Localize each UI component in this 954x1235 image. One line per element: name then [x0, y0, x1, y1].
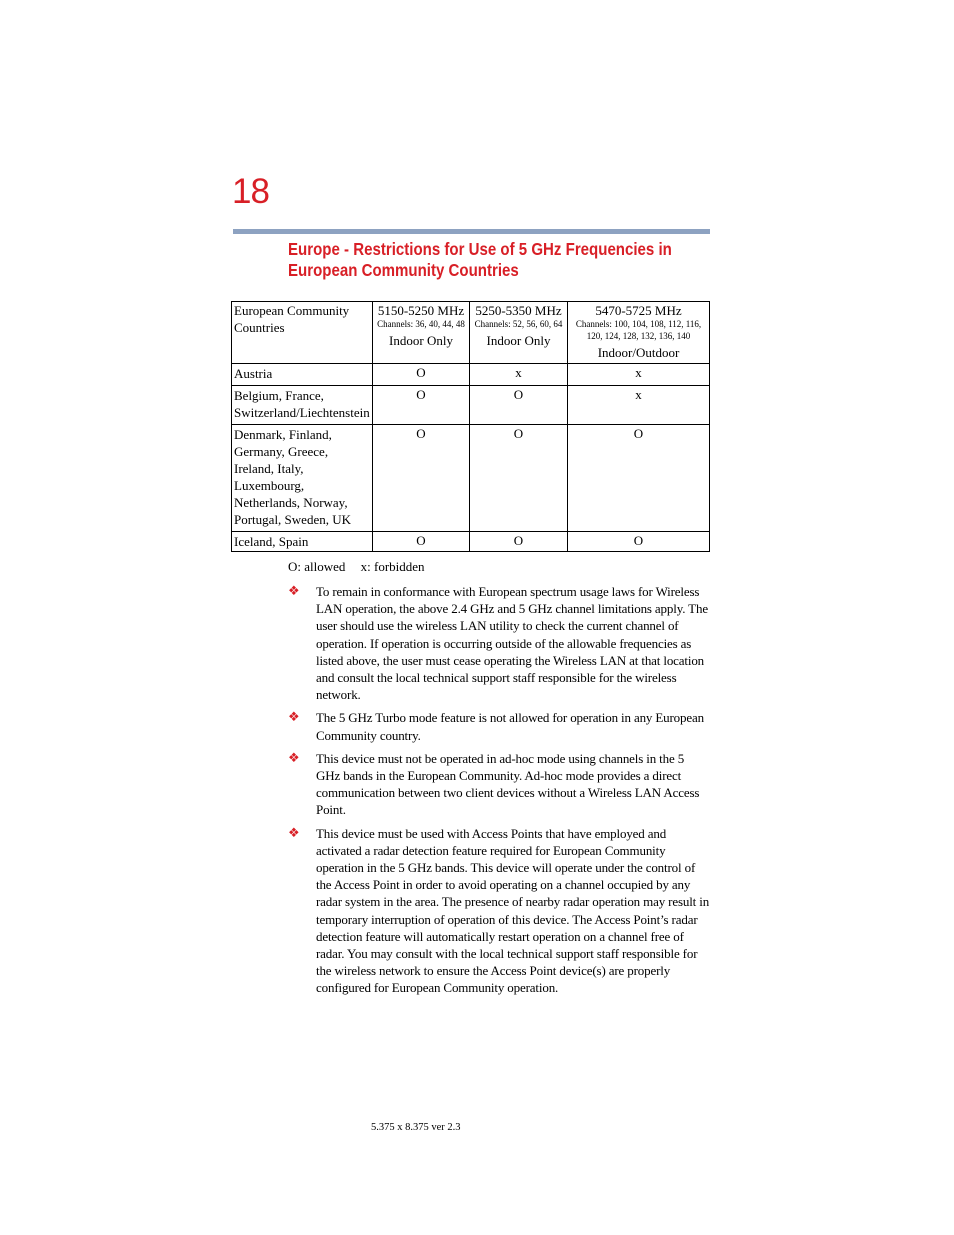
diamond-flower-icon: ❖: [288, 825, 300, 841]
country-line: Austria: [234, 366, 273, 381]
value-cell: O: [373, 364, 470, 386]
header-band-cell: [373, 302, 470, 364]
band-usage: Indoor/Outdoor: [597, 345, 680, 360]
list-item: [288, 825, 710, 997]
section-heading: [288, 239, 672, 281]
diamond-flower-icon: ❖: [288, 584, 300, 599]
country-line: Portugal, Sweden, UK: [234, 512, 351, 527]
table-row: [232, 364, 710, 386]
diamond-flower-icon: ❖: [288, 750, 300, 766]
country-line: Netherlands, Norway,: [234, 495, 348, 510]
band-usage: Indoor Only: [389, 333, 453, 348]
band-usage: Indoor Only: [486, 333, 551, 348]
value-cell: x: [568, 386, 710, 425]
country-line: Iceland, Spain: [234, 534, 309, 549]
list-item-text: This device must not be operated in ad-hoc mode using channels in the 5 GHz bands in the European Community. Ad-hoc mode provides a direct communication between two client devices without a Wireless LAN Access Point.: [316, 750, 700, 818]
page-number: 18: [232, 172, 269, 211]
header-rule: [233, 229, 710, 234]
list-item-text: This device must be used with Access Points that have employed and activated a radar detection feature required for European Community operation in the 5 GHz bands. This device will operate under the control of the Access Point in order to avoid operating on a channel occupied by any radar system in the area. The presence of nearby radar operation may result in temporary interruption of operation of this device. The Access Point’s radar detection feature will automatically restart operation on a channel free of radar. You may consult with the local technical support staff responsible for the wireless network to ensure the Access Point device(s) are properly configured for European Community operation.: [316, 825, 710, 996]
diamond-flower-icon: ❖: [288, 710, 300, 726]
value-cell: O: [470, 386, 568, 425]
heading-line-2: European Community Countries: [288, 260, 519, 280]
value-cell: O: [373, 425, 470, 532]
list-item: [288, 709, 710, 743]
table-row: [232, 532, 710, 552]
value-cell: O: [373, 532, 470, 552]
value-cell: x: [568, 364, 710, 386]
list-item-text: To remain in conformance with European spectrum usage laws for Wireless LAN operation, the above 2.4 GHz and 5 GHz channel limitations apply. The user should use the wireless LAN utility to check the current channel of operation. If operation is occurring outside of the allowable frequencies as listed above, the user must cease operating the Wireless LAN at that location and consult the local technical support staff responsible for the wireless network.: [316, 584, 708, 703]
country-cell: [232, 386, 373, 425]
country-line: Denmark, Finland,: [234, 427, 332, 442]
value-cell: O: [470, 425, 568, 532]
list-item: [288, 750, 710, 819]
country-line: Ireland, Italy,: [234, 461, 304, 476]
band-frequency: 5250-5350 MHz: [475, 303, 562, 318]
list-item-text: The 5 GHz Turbo mode feature is not allowed for operation in any European Community country.: [316, 710, 704, 743]
table-header-row: [232, 302, 710, 364]
country-line: Switzerland/Liechtenstein: [234, 405, 370, 420]
heading-line-1: Europe - Restrictions for Use of 5 GHz Frequencies in: [288, 239, 672, 259]
table-legend: [288, 558, 425, 575]
header-countries-label: European Community Countries: [234, 303, 350, 335]
value-cell: O: [568, 532, 710, 552]
legend-allowed: O: allowed: [288, 559, 346, 574]
country-line: Germany, Greece,: [234, 444, 329, 459]
band-channels: Channels: 52, 56, 60, 64: [474, 319, 563, 329]
value-cell: O: [568, 425, 710, 532]
country-line: Luxembourg,: [234, 478, 305, 493]
table-row: [232, 386, 710, 425]
country-cell: [232, 532, 373, 552]
page-footer: 5.375 x 8.375 ver 2.3: [371, 1122, 461, 1133]
country-line: Belgium, France,: [234, 388, 324, 403]
value-cell: x: [470, 364, 568, 386]
list-item: [288, 583, 710, 703]
country-cell: [232, 425, 373, 532]
country-cell: [232, 364, 373, 386]
band-frequency: 5470-5725 MHz: [595, 303, 682, 318]
bullet-list: [288, 583, 710, 1003]
band-channels: Channels: 100, 104, 108, 112, 116, 120, 124, 128, 132, 136, 140: [575, 319, 702, 341]
frequency-restrictions-table: [231, 301, 710, 552]
legend-forbidden: x: forbidden: [360, 559, 425, 574]
value-cell: O: [470, 532, 568, 552]
band-channels: Channels: 36, 40, 44, 48: [377, 319, 465, 329]
header-band-cell: [568, 302, 710, 364]
header-countries-cell: [232, 302, 373, 364]
header-band-cell: [470, 302, 568, 364]
value-cell: O: [373, 386, 470, 425]
band-frequency: 5150-5250 MHz: [377, 303, 465, 318]
table-row: [232, 425, 710, 532]
